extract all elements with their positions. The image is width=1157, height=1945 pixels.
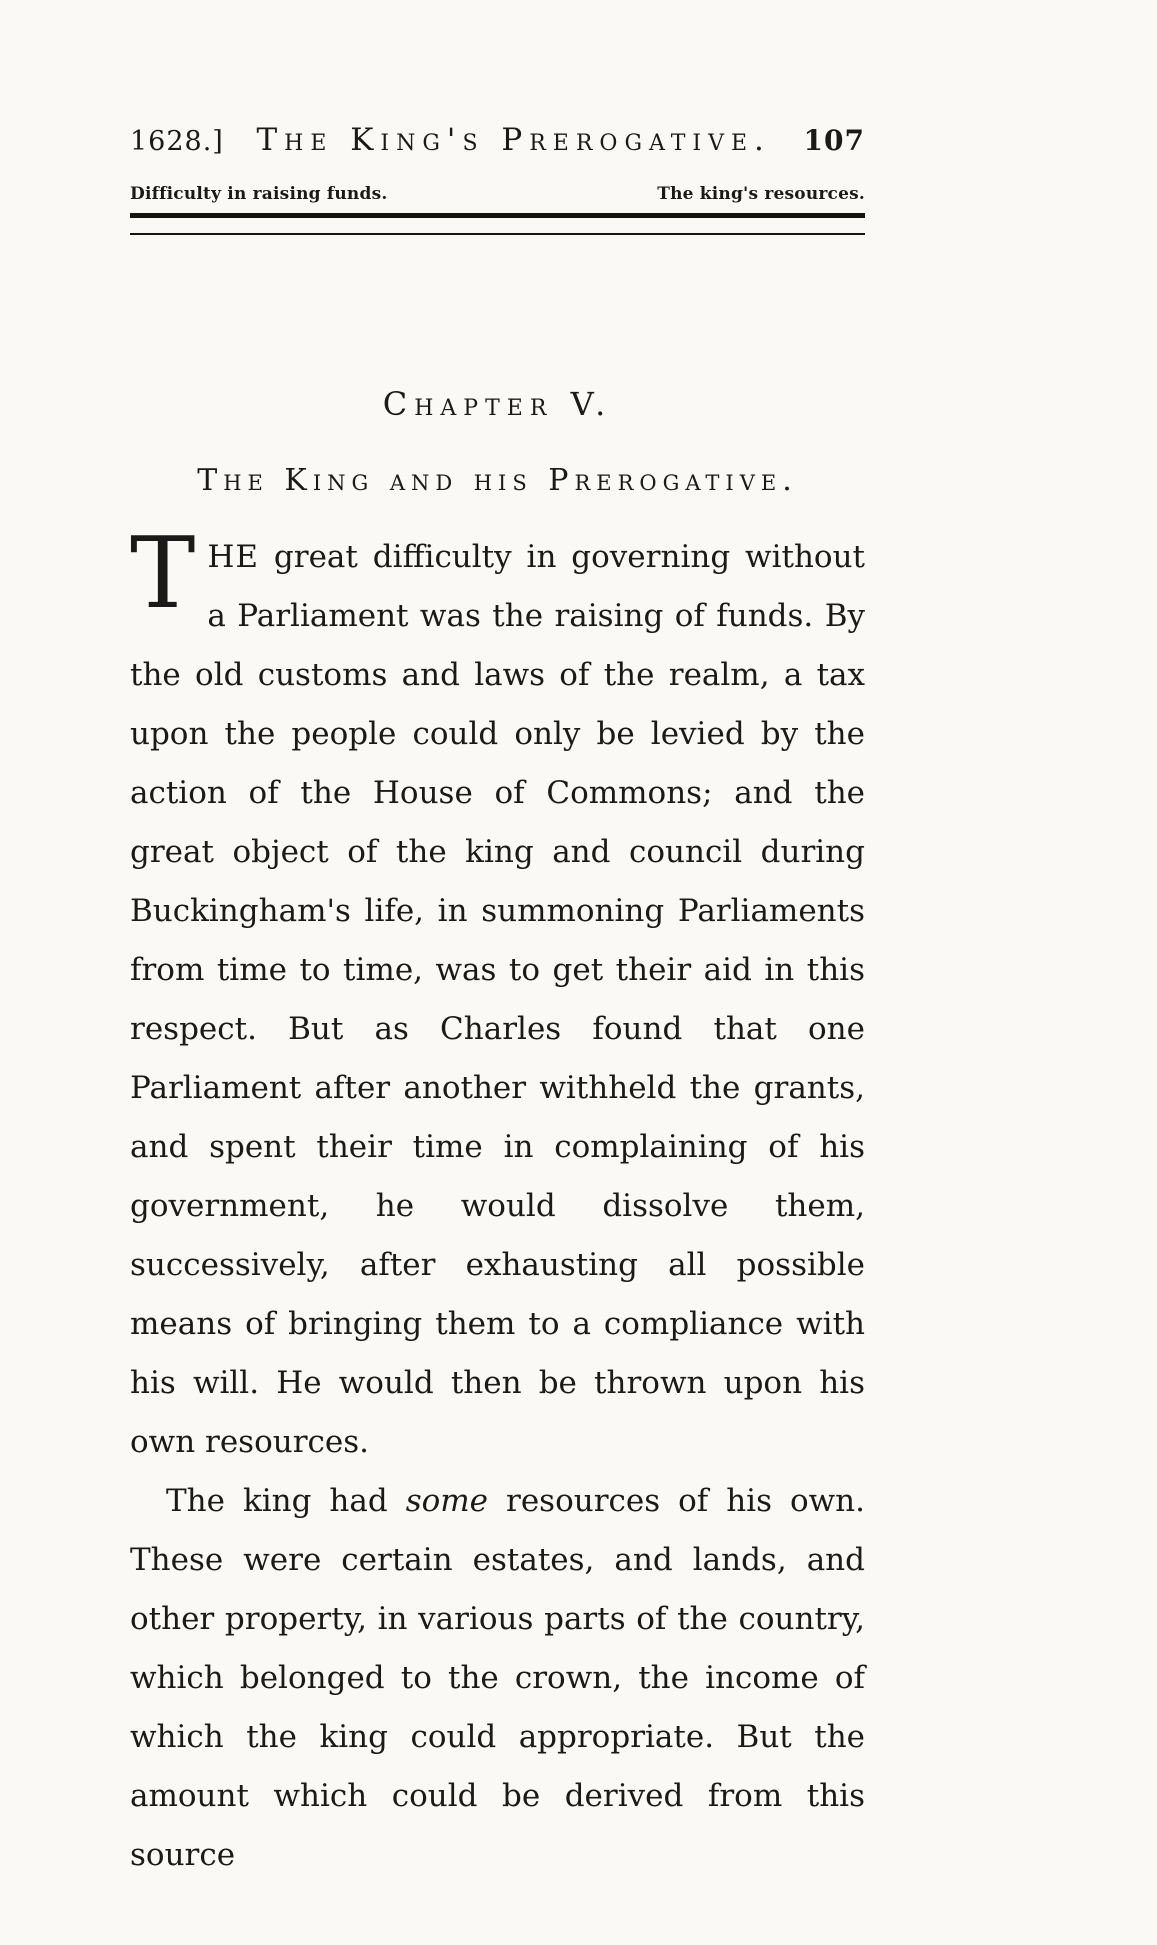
running-heads xyxy=(130,184,865,204)
paragraph-1-lead-caps: HE xyxy=(207,539,260,575)
page-header xyxy=(130,122,865,158)
paragraph-1-text: great difficulty in governing without a Parliament was the raising of funds. By the old customs and laws of the realm, a tax upon the people could only be levied by the action of the House of Commons; and the great object of the king and council during Buckingham's life, in summoning Parliaments from time to time, was to get their aid in this respect. But as Charles found that one Parliament after another withheld the grants, and spent their time in complaining of his government, he would dissolve them, successively, after exhausting all possible means of bringing them to a compliance with his will. He would then be thrown upon his own resources. xyxy=(130,539,865,1460)
chapter-heading: Chapter V. xyxy=(382,385,613,423)
divider-rule-thin xyxy=(130,233,865,235)
header-title: The King's Prerogative. xyxy=(256,122,771,158)
paragraph-2-text: resources of his own. These were certain estates, and lands, and other property, in various parts of the country, which belonged to the crown, the income of which the king could appropriate. But the amount which could be derived from this source xyxy=(130,1483,865,1873)
running-head-right: The king's resources. xyxy=(657,184,865,204)
drop-cap: T xyxy=(130,517,196,631)
paragraph-2-emphasis: some xyxy=(405,1483,489,1519)
page-content xyxy=(130,122,865,1885)
section-heading: The King and his Prerogative. xyxy=(197,463,798,498)
paragraph-2-lead: The king had xyxy=(166,1483,406,1519)
running-head-left: Difficulty in raising funds. xyxy=(130,184,388,204)
paragraph-1 xyxy=(130,517,865,1472)
body-text xyxy=(130,517,865,1885)
paragraph-2 xyxy=(130,1472,865,1885)
header-year: 1628.] xyxy=(130,126,224,157)
divider-rule-thick xyxy=(130,213,865,218)
page-number: 107 xyxy=(803,124,865,157)
